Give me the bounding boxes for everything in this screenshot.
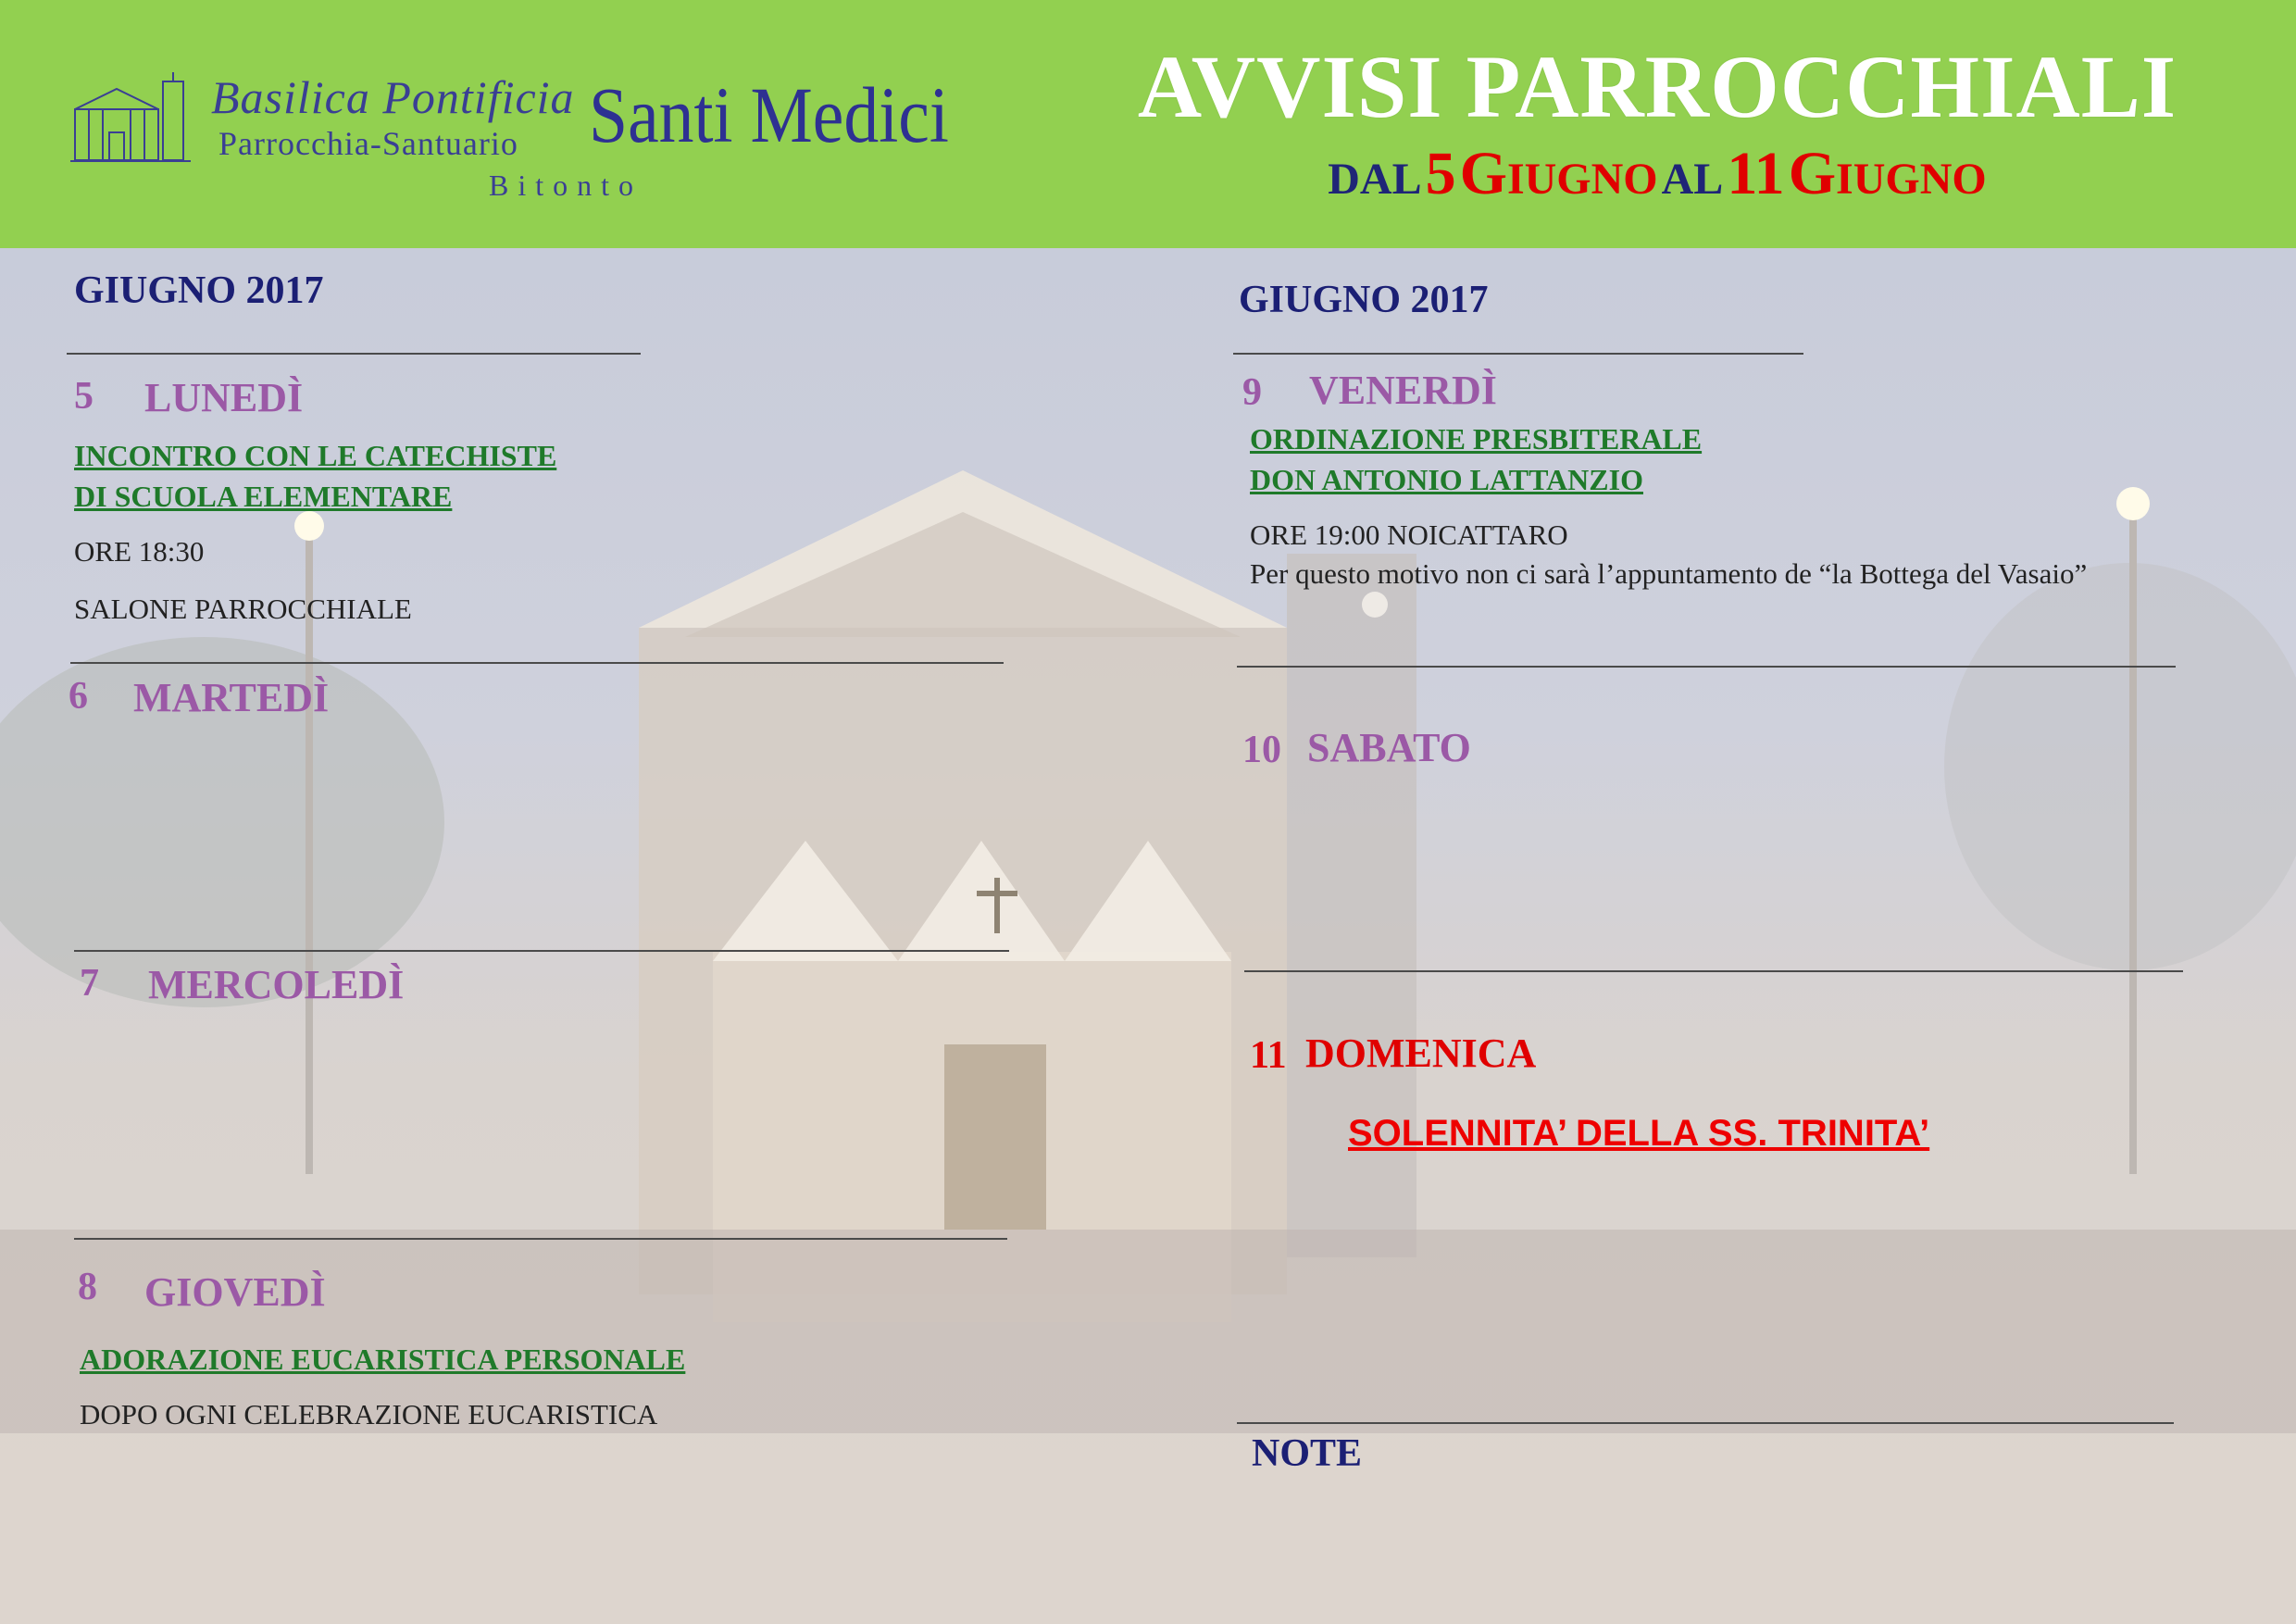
subtitle-al: AL	[1661, 155, 1724, 204]
right-month-heading: GIUGNO 2017	[1239, 279, 1489, 321]
day-name: DOMENICA	[1305, 1031, 1537, 1076]
logo-city-text: Bitonto	[489, 169, 643, 202]
day-number: 5	[74, 375, 94, 418]
day-number: 9	[1242, 371, 1262, 414]
event-title: DI SCUOLA ELEMENTARE	[74, 480, 453, 513]
event-detail: ORE 19:00 NOICATTARO	[1250, 518, 1568, 551]
event-detail: Per questo motivo non ci sarà l’appuntamento de “la Bottega del Vasaio”	[1250, 557, 2088, 590]
divider	[1244, 970, 2183, 972]
event-title: ADORAZIONE EUCARISTICA PERSONALE	[80, 1343, 686, 1376]
event-detail: DOPO OGNI CELEBRAZIONE EUCARISTICA	[80, 1398, 658, 1430]
day-name: MERCOLEDÌ	[148, 962, 405, 1007]
header-banner	[0, 0, 2296, 248]
day-name: LUNEDÌ	[144, 375, 304, 420]
left-month-heading: GIUGNO 2017	[74, 269, 324, 312]
subtitle-end-month: GIUGNO	[1788, 140, 1987, 207]
day-number: 10	[1242, 729, 1281, 771]
divider	[1237, 666, 2176, 668]
subtitle-start-month: GIUGNO	[1459, 140, 1658, 207]
date-range-subtitle	[1018, 139, 2296, 209]
day-number: 8	[78, 1266, 97, 1308]
day-number: 11	[1250, 1034, 1287, 1077]
divider	[1233, 353, 1803, 355]
day-number: 6	[69, 675, 88, 718]
event-title: DON ANTONIO LATTANZIO	[1250, 463, 1643, 496]
event-detail: SALONE PARROCCHIALE	[74, 593, 412, 625]
divider	[74, 950, 1009, 952]
day-name: MARTEDÌ	[133, 675, 330, 720]
subtitle-start-num: 5	[1425, 140, 1456, 207]
day-name: GIOVEDÌ	[144, 1269, 326, 1315]
subtitle-dal: DAL	[1328, 155, 1422, 204]
event-title: INCONTRO CON LE CATECHISTE	[74, 439, 557, 472]
special-celebration: SOLENNITA’ DELLA SS. TRINITA’	[1348, 1113, 1930, 1154]
divider	[1237, 1422, 2174, 1424]
event-title: ORDINAZIONE PRESBITERALE	[1250, 422, 1703, 456]
divider	[74, 1238, 1007, 1240]
event-detail: ORE 18:30	[74, 535, 205, 568]
day-name: VENERDÌ	[1309, 368, 1497, 413]
logo-basilica-text: Basilica Pontificia	[211, 71, 575, 123]
divider	[67, 353, 641, 355]
subtitle-end-num: 11	[1727, 140, 1785, 207]
divider	[70, 662, 1004, 664]
day-number: 7	[80, 962, 99, 1005]
basilica-logo-icon	[70, 72, 191, 165]
logo-parrocchia-text: Parrocchia-Santuario	[218, 125, 518, 162]
notes-heading: NOTE	[1252, 1432, 1363, 1475]
logo-santi-medici: Santi Medici	[589, 70, 949, 159]
page-title: AVVISI PARROCCHIALI	[1137, 37, 2177, 136]
day-name: SABATO	[1307, 725, 1471, 770]
